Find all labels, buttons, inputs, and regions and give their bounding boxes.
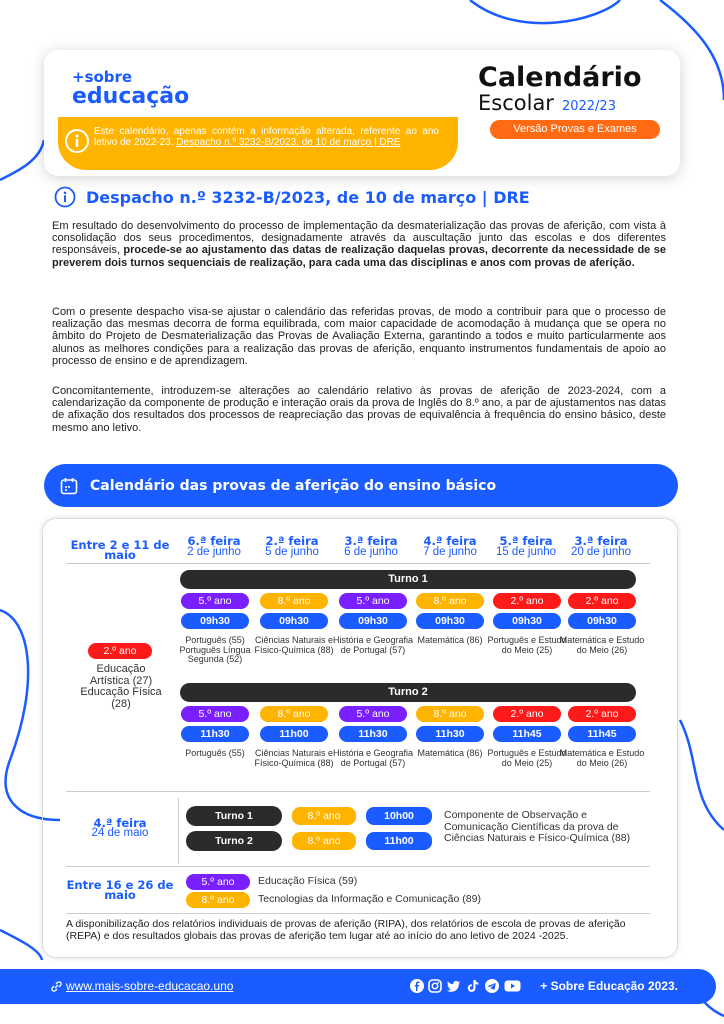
time-badge: 11h45 [568,726,636,742]
day-header: 3.ª feira 20 de junho [570,534,632,558]
paragraph-1: Em resultado do desenvolvimento do processo de implementação da desmaterialização das provas de aferição, com vista à consolidação dos seus procedimentos, designadamente através da auscultação junto das escolas e dos diferentes responsáveis, procede-se ao ajustamento das datas de realização daquelas provas, decorrente da necessidade de se preverem dois turnos sequenciais de realização, para cada uma das disciplinas e anos com provas de aferição. [52,220,666,269]
time-badge: 11h30 [339,726,407,742]
day-header: 2.ª feira 5 de junho [265,534,319,558]
paragraph-3: Concomitantemente, introduzem-se alterações ao calendário relativo às provas de aferição de 2023-2024, com a calendarização da componente de produção e interação orais da prova de Inglês do 8.º ano, a par de ajustamentos nas datas de afixação dos resultados dos processos de reapreciação das provas de equivalência à frequência do ensino básico, deste mesmo ano letivo. [52,385,666,434]
time-badge: 11h00 [366,832,432,850]
subject-label: Ciências Naturais e Físico-Química (88) [254,748,334,768]
subject-label: Ciências Naturais e Físico-Química (88) [254,635,334,655]
despacho-title: Despacho n.º 3232-B/2023, de 10 de março | DRE [86,187,530,207]
year-badge: 2.º ano [568,593,636,609]
telegram-icon[interactable] [485,979,499,993]
info-icon [54,186,76,208]
year-badge: 8.º ano [292,807,356,825]
tiktok-icon[interactable] [466,979,480,993]
year-badge: 5.º ano [339,593,407,609]
turno-1-badge: Turno 1 [186,806,282,826]
link-icon [50,980,63,993]
youtube-icon[interactable] [504,979,521,993]
divider [66,791,650,792]
year-badge: 5.º ano [339,706,407,722]
subject-label: Matemática e Estudo do Meio (26) [559,635,645,655]
day-header: 4.ª feira 7 de junho [423,534,477,558]
row2-description: Componente de Observação e Comunicação Científicas da prova de Ciências Naturais e Físico-Química (88) [444,809,631,844]
version-badge: Versão Provas e Exames [490,120,660,139]
time-badge: 09h30 [260,613,328,629]
table-note: A disponibilização dos relatórios individuais de provas de aferição (RIPA), dos relatórios de escola de provas de aferição (REPA) e dos resultados globais das provas de aferição tem lugar até ao início do ano letivo de 2024 -2025. [66,918,626,942]
subject-label: Português (55) Português Língua Segunda (52) [179,635,251,664]
subject-label: Matemática (86) [417,748,483,758]
turno-1-bar: Turno 1 [180,570,636,589]
divider [178,798,179,864]
subject-label: Português (55) [185,748,245,758]
subject-label: Matemática (86) [417,635,483,645]
logo-line2: educação [72,84,190,109]
time-badge: 11h00 [260,726,328,742]
info-icon [64,128,90,154]
year-badge: 2.º ano [568,706,636,722]
row3-period: Entre 16 e 26 de maio [66,878,174,902]
day-header: 3.ª feira 6 de junho [344,534,398,558]
year-badge: 8.º ano [416,593,484,609]
row2-date: 4.ª feira 24 de maio [91,816,149,839]
year-badge: 8.º ano [292,832,356,850]
title-main: Calendário [478,62,642,93]
notice-box [58,117,458,170]
time-badge: 11h45 [493,726,561,742]
footer-brand: + Sobre Educação 2023. [540,979,678,993]
left-subjects: Educação Artística (27) Educação Física (28) [80,663,162,710]
twitter-icon[interactable] [447,979,461,993]
year-badge: 5.º ano [186,874,250,890]
turno-2-badge: Turno 2 [186,831,282,851]
paragraph-2: Com o presente despacho visa-se ajustar o calendário das referidas provas, de modo a contribuir para que o processo de realização das mesmas decorra de forma equilibrada, com maior capacidade de acomodação à mudança que se opera no âmbito do Projeto de Desmaterialização das Provas de Avaliação Externa, garantindo a todos e muito particularmente aos alunos as melhores condições para a realização das provas de aferição, enquanto instrumentos fundamentais de apoio ao processo de ensino e de aprendizagem. [52,306,666,367]
day-header: 5.ª feira 15 de junho [495,534,557,558]
facebook-icon[interactable] [410,979,424,993]
time-badge: 09h30 [493,613,561,629]
calendar-title [478,62,650,115]
subject-label: História e Geografia de Portugal (57) [332,748,414,768]
row3-subject-2: Tecnologias da Informação e Comunicação (89) [258,893,481,905]
footer-bar [0,969,716,1004]
banner-title: Calendário das provas de aferição do ensino básico [90,477,497,494]
subject-label: Português e Estudo do Meio (25) [487,748,567,768]
year-badge: 2.º ano [493,706,561,722]
section-banner [44,464,678,507]
subject-label: Português e Estudo do Meio (25) [487,635,567,655]
subject-label: Matemática e Estudo do Meio (26) [559,748,645,768]
footer-url[interactable]: www.mais-sobre-educacao.uno [66,979,234,993]
year-badge: 2.º ano [88,643,152,659]
divider [66,913,650,914]
time-badge: 11h30 [416,726,484,742]
year-badge: 8.º ano [186,892,250,908]
time-badge: 11h30 [181,726,249,742]
time-badge: 09h30 [416,613,484,629]
year-badge: 5.º ano [181,593,249,609]
school-year: 2022/23 [561,99,616,114]
row3-subject-1: Educação Física (59) [258,875,358,887]
time-badge: 09h30 [339,613,407,629]
time-badge: 10h00 [366,807,432,825]
calendar-icon [60,477,78,495]
notice-link[interactable]: Despacho n.º 3232-B/2023, de 10 de março | DRE [176,137,401,148]
subject-label: História e Geografia de Portugal (57) [332,635,414,655]
logo-line1: +sobre [72,68,133,86]
day-header: 6.ª feira 2 de junho [187,534,241,558]
time-badge: 09h30 [181,613,249,629]
year-badge: 8.º ano [260,706,328,722]
title-sub: Escolar 2022/23 [478,91,616,115]
divider [66,563,650,564]
turno-2-bar: Turno 2 [180,683,636,702]
time-badge: 09h30 [568,613,636,629]
year-badge: 8.º ano [260,593,328,609]
divider [66,866,650,867]
year-badge: 5.º ano [181,706,249,722]
year-badge: 2.º ano [493,593,561,609]
notice-text: Este calendário, apenas contém a informação alterada, referente ao ano letivo de 2022-23. Despacho n.º 3232-B/2023, de 10 de março | DRE [94,126,439,148]
year-badge: 8.º ano [416,706,484,722]
instagram-icon[interactable] [428,979,442,993]
logo [72,70,189,108]
despacho-heading [54,186,530,208]
period-label: Entre 2 e 11 de maio [70,538,170,562]
